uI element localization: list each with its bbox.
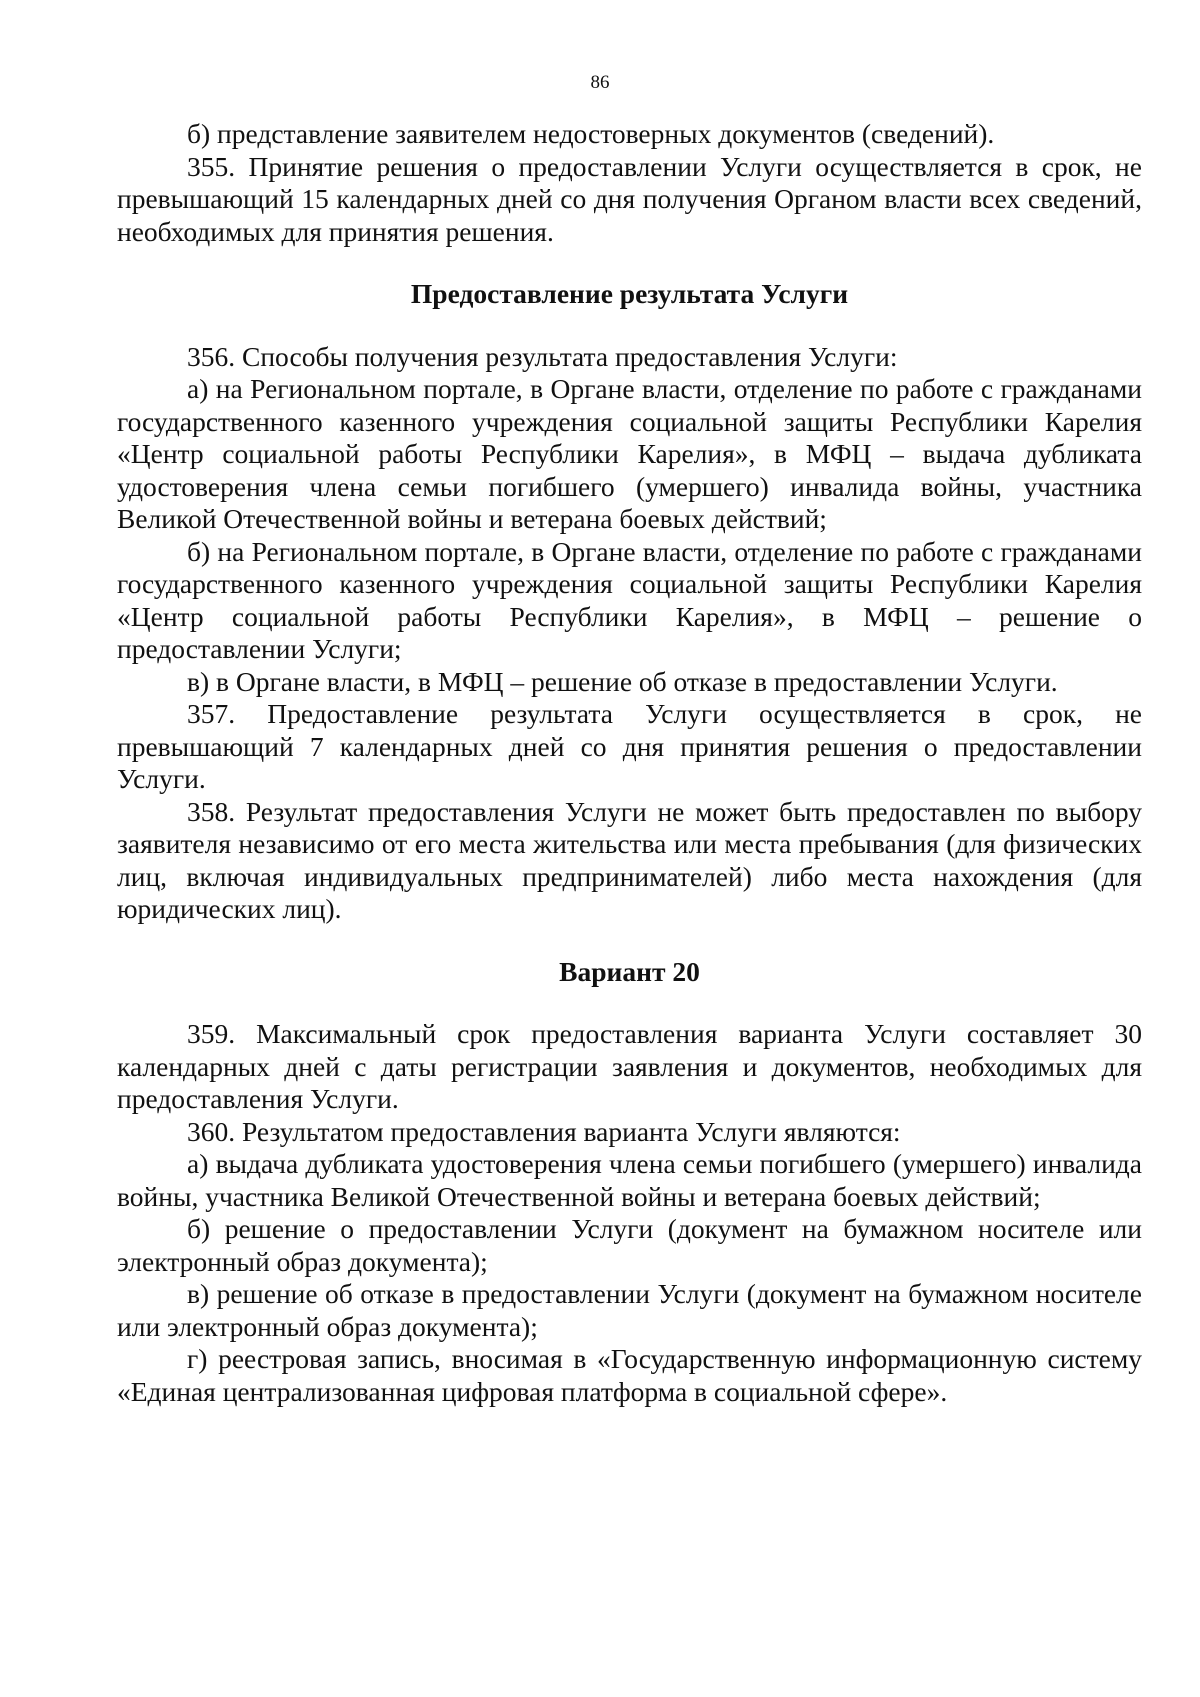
paragraph-356-b: б) на Региональном портале, в Органе власти, отделение по работе с гражданами государственного казенного учреждения социальной защиты Республики Карелия «Центр социальной работы Республики Карелия», в МФЦ – решение о предоставлении Услуги; [117, 535, 1142, 664]
document-body [117, 118, 1142, 1408]
section-heading-variant-20: Вариант 20 [559, 955, 700, 987]
paragraph-355: 355. Принятие решения о предоставлении Услуги осуществляется в срок, не превышающий 15 календарных дней со дня получения Органом власти всех сведений, необходимых для принятия решения. [117, 150, 1142, 247]
paragraph-359: 359. Максимальный срок предоставления варианта Услуги составляет 30 календарных дней с даты регистрации заявления и документов, необходимых для предоставления Услуги. [117, 1018, 1142, 1114]
paragraph-357: 357. Предоставление результата Услуги осуществляется в срок, не превышающий 7 календарных дней со дня принятия решения о предоставлении Услуги. [117, 698, 1142, 794]
paragraph-360-b: б) решение о предоставлении Услуги (документ на бумажном носителе или электронный образ документа); [117, 1213, 1142, 1277]
paragraph-358: 358. Результат предоставления Услуги не может быть предоставлен по выбору заявителя независимо от его места жительства или места пребывания (для физических лиц, включая индивидуальных предпринимателей) либо места нахождения (для юридических лиц). [117, 795, 1142, 924]
paragraph-356-v: в) в Органе власти, в МФЦ – решение об отказе в предоставлении Услуги. [187, 665, 1058, 697]
paragraph-360-g: г) реестровая запись, вносимая в «Государственную информационную систему «Единая централизованная цифровая платформа в социальной сфере». [117, 1343, 1142, 1407]
paragraph-360-a: а) выдача дубликата удостоверения члена семьи погибшего (умершего) инвалида войны, участника Великой Отечественной войны и ветерана боевых действий; [117, 1148, 1142, 1212]
section-heading-result: Предоставление результата Услуги [410, 278, 849, 309]
paragraph-360: 360. Результатом предоставления варианта Услуги являются: [187, 1115, 901, 1147]
paragraph-360-v: в) решение об отказе в предоставлении Услуги (документ на бумажном носителе или электронный образ документа); [117, 1278, 1142, 1342]
paragraph-356-a: а) на Региональном портале, в Органе власти, отделение по работе с гражданами государственного казенного учреждения социальной защиты Республики Карелия «Центр социальной работы Республики Карелия», в МФЦ – выдача дубликата удостоверения члена семьи погибшего (умершего) инвалида войны, участника Великой Отечественной войны и ветерана боевых действий; [117, 373, 1142, 534]
paragraph-b-unreliable-documents: б) представление заявителем недостоверных документов (сведений). [187, 118, 995, 149]
page-number: 86 [590, 72, 610, 93]
paragraph-356: 356. Способы получения результата предоставления Услуги: [187, 340, 898, 372]
